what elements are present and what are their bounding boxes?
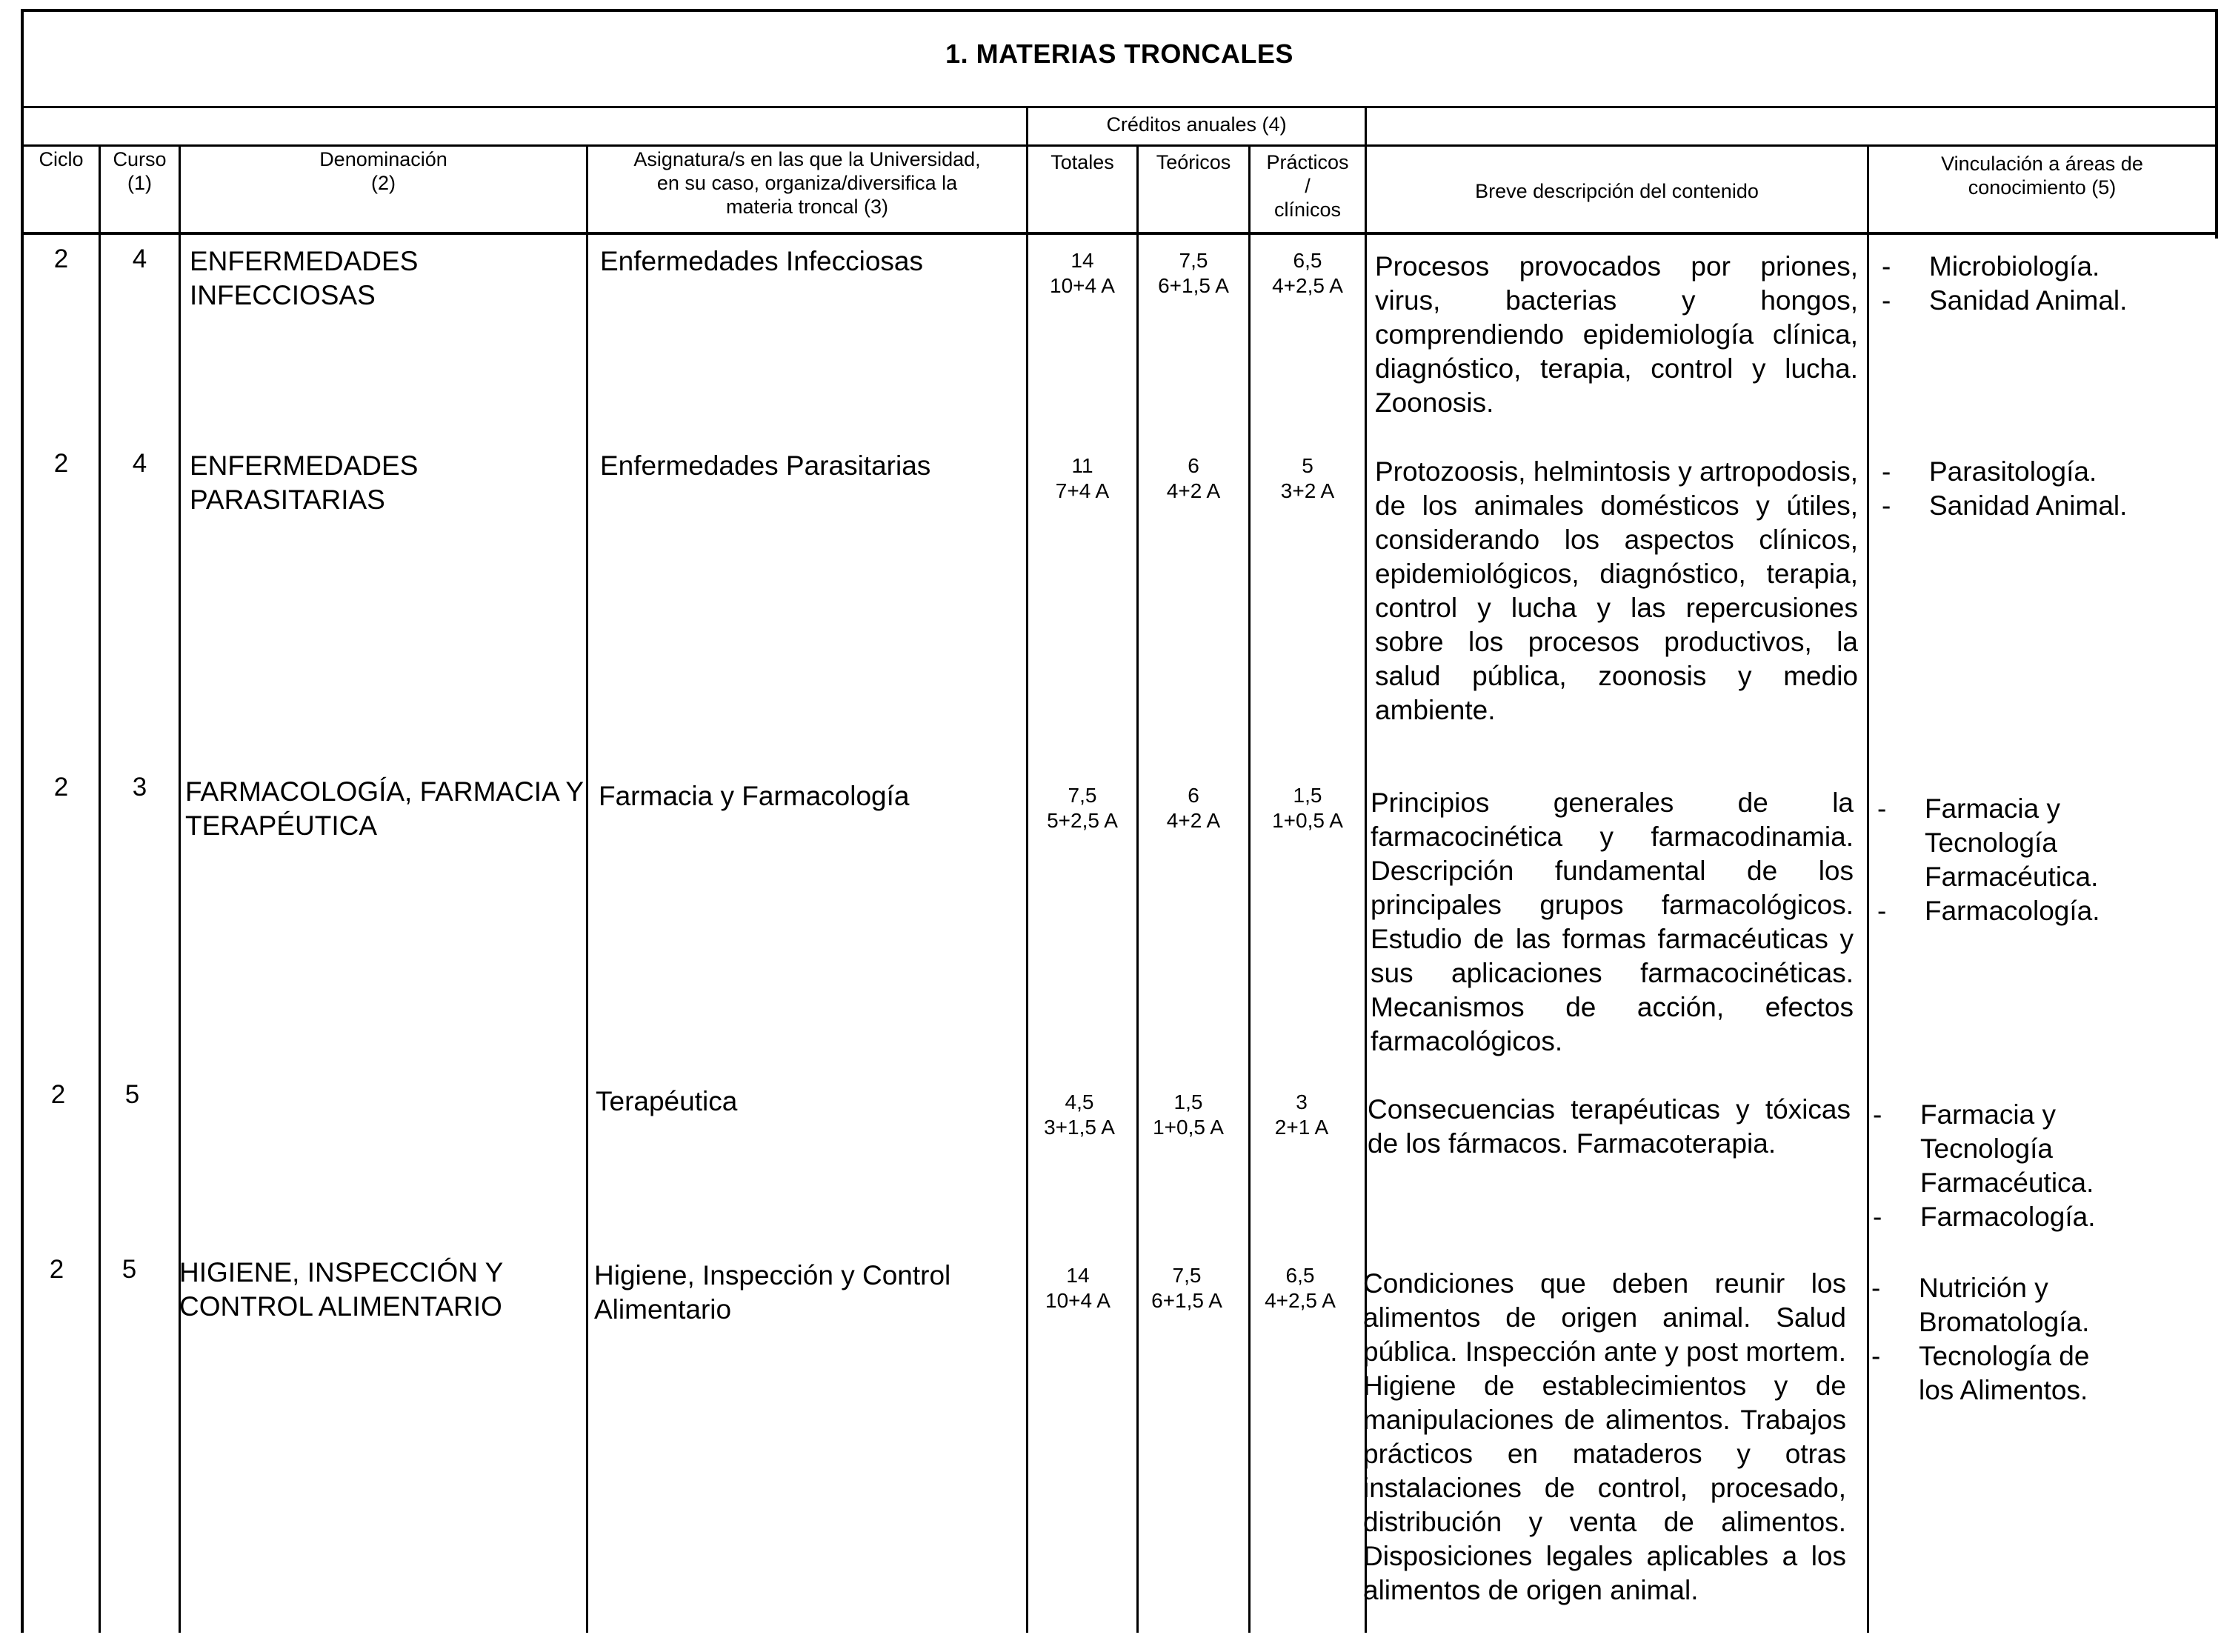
row5-practicos-split: 4+2,5 A — [1265, 1289, 1336, 1312]
row1-totales — [1028, 248, 1136, 299]
col-sep-asignatura-totales — [1026, 107, 1028, 1633]
row4-teoricos — [1133, 1090, 1243, 1140]
row5-teoricos — [1132, 1263, 1242, 1313]
row5-curso: 5 — [121, 1255, 137, 1284]
row3-ciclo: 2 — [53, 773, 69, 802]
col-sep-denominacion-asignatura — [586, 146, 588, 1633]
row5-teoricos-split: 6+1,5 A — [1151, 1289, 1222, 1312]
row1-teoricos-split: 6+1,5 A — [1158, 274, 1229, 297]
header-denominacion — [181, 147, 586, 195]
row4-totales — [1025, 1090, 1133, 1140]
row2-teoricos-split: 4+2 A — [1166, 479, 1221, 502]
row1-curso: 4 — [132, 244, 147, 273]
row3-teoricos-value: 6 — [1188, 784, 1199, 807]
row3-totales-value: 7,5 — [1068, 784, 1097, 807]
row1-vinculacion-item: - Sanidad Animal. — [1882, 284, 2208, 318]
row2-vinculacion-item: - Parasitología. — [1882, 455, 2208, 489]
row1-practicos-split: 4+2,5 A — [1272, 274, 1343, 297]
row3-vinculacion-item: - Farmacología. — [1877, 894, 2122, 928]
header-teoricos: Teóricos — [1156, 151, 1231, 173]
row4-asignatura: Terapéutica — [596, 1086, 738, 1116]
row5-descripcion: Condiciones que deben reunir los alimentos de origen animal. Salud pública. Inspección ante y post mortem. Higiene de establecimientos y de manipulaciones de alimentos. Trabajos prácticos en mataderos y otras instalaciones de control, procesado, distribución y venta de alimentos. Disposiciones legales aplicables a los alimentos de origen animal. — [1363, 1268, 1846, 1605]
row3-totales-split: 5+2,5 A — [1047, 809, 1118, 832]
row3-practicos-value: 1,5 — [1293, 784, 1322, 807]
row4-teoricos-split: 1+0,5 A — [1153, 1116, 1224, 1139]
title-row-divider — [21, 106, 2218, 108]
row3-teoricos-split: 4+2 A — [1166, 809, 1221, 832]
header-creditos-anuales: Créditos anuales (4) — [1106, 113, 1287, 136]
row2-totales-value: 11 — [1071, 454, 1093, 477]
row3-practicos — [1251, 783, 1365, 833]
row5-ciclo: 2 — [49, 1255, 64, 1284]
row4-curso: 5 — [124, 1080, 140, 1109]
row4-practicos-value: 3 — [1296, 1090, 1308, 1113]
col-sep-totales-teoricos — [1136, 146, 1139, 1633]
col-sep-descripcion-vinculacion — [1867, 146, 1869, 1633]
header-practicos-line2: / — [1305, 175, 1311, 197]
row3-vinculacion — [1877, 792, 2122, 928]
table-border-top — [21, 9, 2218, 12]
row5-practicos-value: 6,5 — [1285, 1264, 1315, 1287]
row4-totales-value: 4,5 — [1065, 1090, 1094, 1113]
row2-vinculacion — [1882, 455, 2208, 523]
row2-totales-split: 7+4 A — [1055, 479, 1110, 502]
header-vinculacion-line1: Vinculación a áreas de — [1941, 153, 2143, 175]
row4-teoricos-value: 1,5 — [1173, 1090, 1203, 1113]
row2-vinculacion-item: - Sanidad Animal. — [1882, 489, 2208, 523]
row1-vinculacion-item: - Microbiología. — [1882, 250, 2208, 284]
row1-denominacion: ENFERMEDADES INFECCIOSAS — [190, 246, 419, 310]
row3-denominacion: FARMACOLOGÍA, FARMACIA Y TERAPÉUTICA — [185, 776, 584, 841]
row5-totales-value: 14 — [1066, 1264, 1090, 1287]
row2-curso: 4 — [132, 449, 147, 478]
header-descripcion: Breve descripción del contenido — [1475, 180, 1759, 202]
header-denominacion-label: Denominación — [319, 148, 447, 170]
row5-practicos — [1243, 1263, 1357, 1313]
header-vinculacion — [1869, 152, 2215, 199]
row1-totales-value: 14 — [1070, 249, 1094, 272]
header-ciclo: Ciclo — [39, 148, 84, 170]
row4-practicos-split: 2+1 A — [1274, 1116, 1329, 1139]
header-practicos-line3: clínicos — [1273, 199, 1342, 221]
header-totales: Totales — [1050, 151, 1114, 173]
row5-vinculacion-item: - Nutrición y Bromatología. — [1871, 1271, 2116, 1339]
row5-asignatura: Higiene, Inspección y Control Alimentario — [594, 1260, 951, 1325]
row2-practicos-split: 3+2 A — [1280, 479, 1335, 502]
col-sep-ciclo-curso — [99, 146, 101, 1633]
header-asignatura-line1: Asignatura/s en las que la Universidad, — [633, 148, 981, 170]
header-denominacion-ref: (2) — [371, 172, 396, 194]
header-asignatura — [588, 147, 1026, 219]
header-asignatura-line2: en su caso, organiza/diversifica la — [656, 172, 958, 194]
row3-totales — [1028, 783, 1136, 833]
row2-denominacion: ENFERMEDADES PARASITARIAS — [190, 450, 419, 515]
row4-ciclo: 2 — [50, 1080, 66, 1109]
row5-vinculacion-item: - Tecnología de los Alimentos. — [1871, 1339, 2116, 1408]
row5-denominacion: HIGIENE, INSPECCIÓN Y CONTROL ALIMENTARIO — [179, 1257, 503, 1322]
row3-curso: 3 — [132, 773, 147, 802]
row5-totales-split: 10+4 A — [1045, 1289, 1110, 1312]
row2-teoricos-value: 6 — [1188, 454, 1199, 477]
row1-ciclo: 2 — [53, 244, 69, 273]
row5-totales — [1024, 1263, 1132, 1313]
row1-vinculacion — [1882, 250, 2208, 318]
row3-descripcion: Principios generales de la farmacocinética y farmacodinamia. Descripción fundamental de los principales grupos farmacológicos. Estudio de las formas farmacéuticas y sus aplicaciones farmacocinéticas. Mecanismos de acción, efectos farmacológicos. — [1371, 787, 1854, 1056]
header-practicos — [1251, 150, 1365, 222]
row1-teoricos-value: 7,5 — [1179, 249, 1208, 272]
row2-teoricos — [1139, 453, 1248, 504]
header-vinculacion-line2: conocimiento (5) — [1968, 176, 2117, 199]
credits-row-divider — [21, 144, 2218, 147]
header-bottom-divider — [21, 232, 2218, 235]
col-sep-curso-denominacion — [179, 146, 181, 1633]
row3-vinculacion-item: - Farmacia y Tecnología Farmacéutica. — [1877, 792, 2122, 894]
row2-practicos-value: 5 — [1302, 454, 1313, 477]
row2-asignatura: Enfermedades Parasitarias — [600, 450, 931, 481]
page-title: 1. MATERIAS TRONCALES — [945, 39, 1293, 69]
header-curso-label: Curso — [113, 148, 167, 170]
row3-practicos-split: 1+0,5 A — [1272, 809, 1343, 832]
row1-practicos-value: 6,5 — [1293, 249, 1322, 272]
row1-practicos — [1251, 248, 1365, 299]
row4-practicos — [1245, 1090, 1359, 1140]
row4-vinculacion — [1873, 1098, 2117, 1234]
row3-asignatura: Farmacia y Farmacología — [599, 781, 910, 811]
header-curso — [101, 147, 179, 195]
row2-descripcion: Protozoosis, helmintosis y artropodosis, de los animales domésticos y útiles, considerando los aspectos clínicos, epidemiológicos, diagnóstico, terapia, control y lucha y las repercusiones sobre los procesos productivos, la salud pública, zoonosis y medio ambiente. — [1375, 456, 1858, 725]
row1-descripcion: Procesos provocados por priones, virus, bacterias y hongos, comprendiendo epidemiología clínica, diagnóstico, terapia, control y lucha. Zoonosis. — [1375, 251, 1858, 418]
row4-totales-split: 3+1,5 A — [1044, 1116, 1115, 1139]
row2-ciclo: 2 — [53, 449, 69, 478]
row4-vinculacion-item: - Farmacia y Tecnología Farmacéutica. — [1873, 1098, 2117, 1200]
row5-teoricos-value: 7,5 — [1172, 1264, 1202, 1287]
row3-teoricos — [1139, 783, 1248, 833]
row2-totales — [1028, 453, 1136, 504]
row1-totales-split: 10+4 A — [1050, 274, 1115, 297]
row1-asignatura: Enfermedades Infecciosas — [600, 246, 924, 276]
row4-descripcion: Consecuencias terapéuticas y tóxicas de los fármacos. Farmacoterapia. — [1368, 1094, 1851, 1159]
header-practicos-line1: Prácticos — [1266, 151, 1349, 173]
row1-teoricos — [1139, 248, 1248, 299]
header-asignatura-line3: materia troncal (3) — [725, 196, 889, 218]
header-curso-ref: (1) — [127, 172, 152, 194]
col-sep-teoricos-practicos — [1248, 146, 1251, 1633]
row2-practicos — [1251, 453, 1365, 504]
row4-vinculacion-item: - Farmacología. — [1873, 1200, 2117, 1234]
row5-vinculacion — [1871, 1271, 2116, 1408]
